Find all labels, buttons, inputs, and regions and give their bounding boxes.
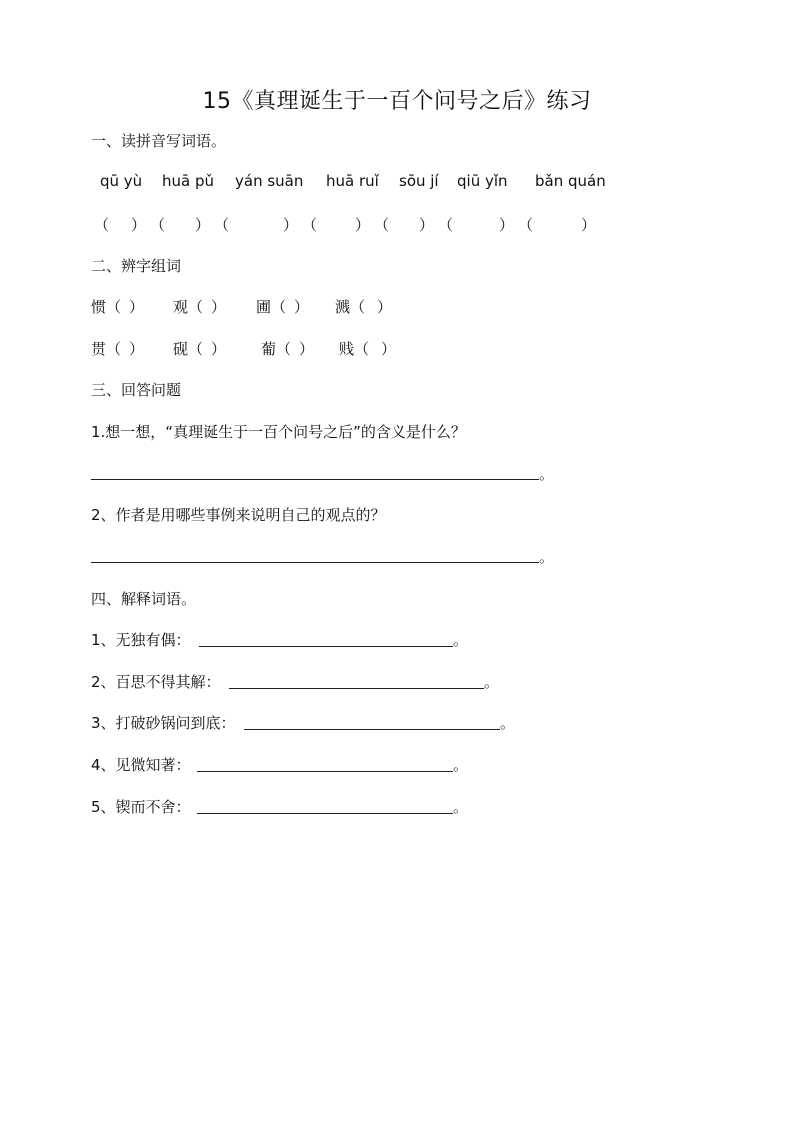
definition-term: 5、锲而不舍： (91, 798, 191, 816)
definition-row-1: 1、无独有偶： 。 (91, 631, 469, 649)
section-2-heading: 二、辨字组词 (91, 257, 182, 275)
pinyin-7: bǎn quán (535, 172, 606, 190)
answer-blank-4[interactable]: （ ） (302, 216, 370, 234)
answer-blank-3[interactable]: （ ） (214, 216, 298, 234)
answer-blank-2[interactable]: （ ） (150, 216, 210, 234)
pinyin-2: huā pǔ (162, 172, 215, 190)
page-title: 15《真理诞生于一百个问号之后》练习 (202, 89, 592, 114)
char-cell[interactable]: 葡（ ） (261, 340, 315, 358)
definition-answer-line[interactable] (197, 771, 453, 772)
char-cell[interactable]: 观（ ） (173, 298, 227, 316)
definition-row-2: 2、百思不得其解： 。 (91, 673, 500, 691)
char-cell[interactable]: 贯（ ） (91, 340, 145, 358)
char-cell[interactable]: 惯（ ） (91, 298, 145, 316)
answer-blank-5[interactable]: （ ） (374, 216, 434, 234)
pinyin-4: huā ruǐ (326, 172, 379, 190)
answer-blank-7[interactable]: （ ） (518, 216, 596, 234)
answer-blank-1[interactable]: （ ） (94, 216, 146, 234)
char-cell[interactable]: 砚（ ） (173, 340, 227, 358)
definition-term: 3、打破砂锅问到底： (91, 714, 236, 732)
char-cell[interactable]: 圃（ ） (256, 298, 310, 316)
question-1: 1.想一想，“真理诞生于一百个问号之后”的含义是什么？ (91, 423, 466, 441)
pinyin-3: yán suān (235, 172, 304, 190)
section-3-heading: 三、回答问题 (91, 381, 182, 399)
question-1-answer-line[interactable]: 。 (91, 462, 551, 484)
question-2: 2、作者是用哪些事例来说明自己的观点的？ (91, 506, 386, 524)
section-4-heading: 四、解释词语。 (91, 590, 197, 608)
definition-term: 2、百思不得其解： (91, 673, 221, 691)
definition-answer-line[interactable] (197, 813, 453, 814)
definition-term: 4、见微知著： (91, 756, 191, 774)
pinyin-5: sōu jí (399, 172, 439, 190)
definition-answer-line[interactable] (229, 688, 484, 689)
char-cell[interactable]: 贱（ ） (339, 340, 397, 358)
definition-answer-line[interactable] (199, 646, 453, 647)
section-1-heading: 一、读拼音写词语。 (91, 132, 227, 150)
char-cell[interactable]: 溅（ ） (335, 298, 393, 316)
pinyin-6: qiū yǐn (457, 172, 508, 190)
definition-answer-line[interactable] (244, 729, 500, 730)
definition-row-5: 5、锲而不舍： 。 (91, 798, 469, 816)
question-2-answer-line[interactable]: 。 (91, 545, 551, 567)
definition-row-3: 3、打破砂锅问到底： 。 (91, 714, 516, 732)
answer-blank-6[interactable]: （ ） (438, 216, 514, 234)
definition-term: 1、无独有偶： (91, 631, 191, 649)
pinyin-1: qū yù (100, 172, 143, 190)
definition-row-4: 4、见微知著： 。 (91, 756, 469, 774)
